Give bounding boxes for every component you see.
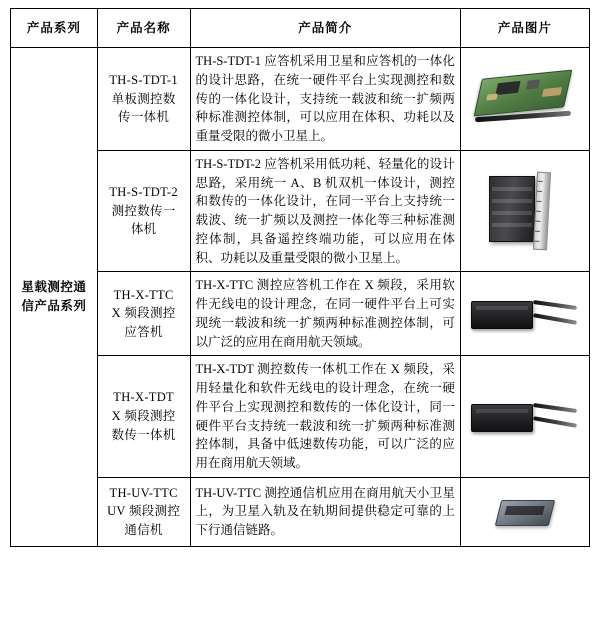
product-table <box>10 8 590 547</box>
product-name-line: UV 频段测控 <box>107 504 181 519</box>
chip-shape <box>495 81 520 95</box>
table-header <box>11 9 590 48</box>
table-row <box>11 356 590 478</box>
flat-enclosure-photo <box>469 390 581 444</box>
product-description-cell: TH-S-TDT-1 应答机采用卫星和应答机的一体化的设计思路，在统一硬件平台上实现测控和数传的一体化设计，支持统一载波和统一扩频两种标准测控体制，可以应用在体积、功耗以及重量受限的微小卫星上。 <box>190 48 460 151</box>
chip-shape <box>526 79 540 89</box>
single-board-transponder-photo <box>471 66 579 132</box>
product-name-line: TH-S-TDT-1 <box>109 72 178 87</box>
product-name-cell <box>97 477 190 546</box>
product-name-line: TH-UV-TTC <box>109 485 178 500</box>
product-image-wrapper <box>466 168 584 254</box>
pen-shape <box>533 313 577 325</box>
enclosure-shape <box>471 404 533 432</box>
product-name-line: 单板测控数 <box>111 91 176 106</box>
module-box-shape <box>489 176 535 242</box>
ruler-shape <box>533 172 551 251</box>
product-image-wrapper <box>466 482 584 542</box>
product-name-line: TH-S-TDT-2 <box>109 184 178 199</box>
column-header-series: 产品系列 <box>11 9 98 48</box>
series-cell: 星载测控通信产品系列 <box>11 48 98 547</box>
product-name-cell <box>97 48 190 151</box>
product-description-cell: TH-S-TDT-2 应答机采用低功耗、轻量化的设计思路，采用统一 A、B 机双机一体设计，测控和数传的一体化设计，在同一平台上支持统一载波、统一扩频以及测控一体化等三种标准测控体制，具备遥控终端功能，可以应用在体积、功耗以及重量受限的微小卫星上。 <box>190 150 460 272</box>
product-image-cell <box>460 356 589 478</box>
stacked-module-photo <box>473 168 577 254</box>
module-shape <box>495 500 555 526</box>
table-body <box>11 48 590 547</box>
product-name-line: 通信机 <box>124 523 163 538</box>
pen-shape <box>533 416 577 428</box>
table-row <box>11 48 590 151</box>
product-name-line: 数传一体机 <box>111 427 176 442</box>
product-image-cell <box>460 272 589 356</box>
pen-shape <box>533 300 577 310</box>
product-name-cell <box>97 356 190 478</box>
product-image-wrapper <box>466 284 584 344</box>
product-image-wrapper <box>466 66 584 132</box>
table-row <box>11 150 590 272</box>
product-name-cell <box>97 150 190 272</box>
table-header-row <box>11 9 590 48</box>
column-header-image: 产品图片 <box>460 9 589 48</box>
table-row <box>11 272 590 356</box>
product-name-line: TH-X-TTC <box>113 287 174 302</box>
uv-module-photo <box>490 490 560 534</box>
product-name-line: 传一体机 <box>118 110 170 125</box>
product-name-line: 应答机 <box>124 325 163 340</box>
product-description-cell: TH-X-TTC 测控应答机工作在 X 频段，采用软件无线电的设计理念，在同一硬件平台上可实现统一载波和统一扩频两种标准测控体制，可以广泛的应用在商用航天领域。 <box>190 272 460 356</box>
flat-enclosure-photo <box>469 287 581 341</box>
chip-shape <box>486 93 498 100</box>
product-name-line: 测控数传一 <box>111 203 176 218</box>
product-image-cell <box>460 477 589 546</box>
product-name-line: X 频段测控 <box>111 409 176 424</box>
product-name-cell <box>97 272 190 356</box>
product-name-line: X 频段测控 <box>111 306 176 321</box>
column-header-description: 产品简介 <box>190 9 460 48</box>
product-image-cell <box>460 48 589 151</box>
product-name-line: TH-X-TDT <box>113 390 174 405</box>
column-header-name: 产品名称 <box>97 9 190 48</box>
product-image-wrapper <box>466 387 584 447</box>
table-row <box>11 477 590 546</box>
product-description-cell: TH-UV-TTC 测控通信机应用在商用航天小卫星上，为卫星入轨及在轨期间提供稳定可靠的上下行通信链路。 <box>190 477 460 546</box>
product-description-cell: TH-X-TDT 测控数传一体机工作在 X 频段，采用轻量化和软件无线电的设计理念，在统一硬件平台上实现测控和数传的一体化设计，同一硬件平台支持统一载波和统一扩频两种标准测控体制，具备中低速数传功能，可以广泛的应用在商用航天领域。 <box>190 356 460 478</box>
pen-shape <box>533 402 577 412</box>
enclosure-shape <box>471 301 533 329</box>
product-image-cell <box>460 150 589 272</box>
product-name-line: 体机 <box>130 222 157 237</box>
